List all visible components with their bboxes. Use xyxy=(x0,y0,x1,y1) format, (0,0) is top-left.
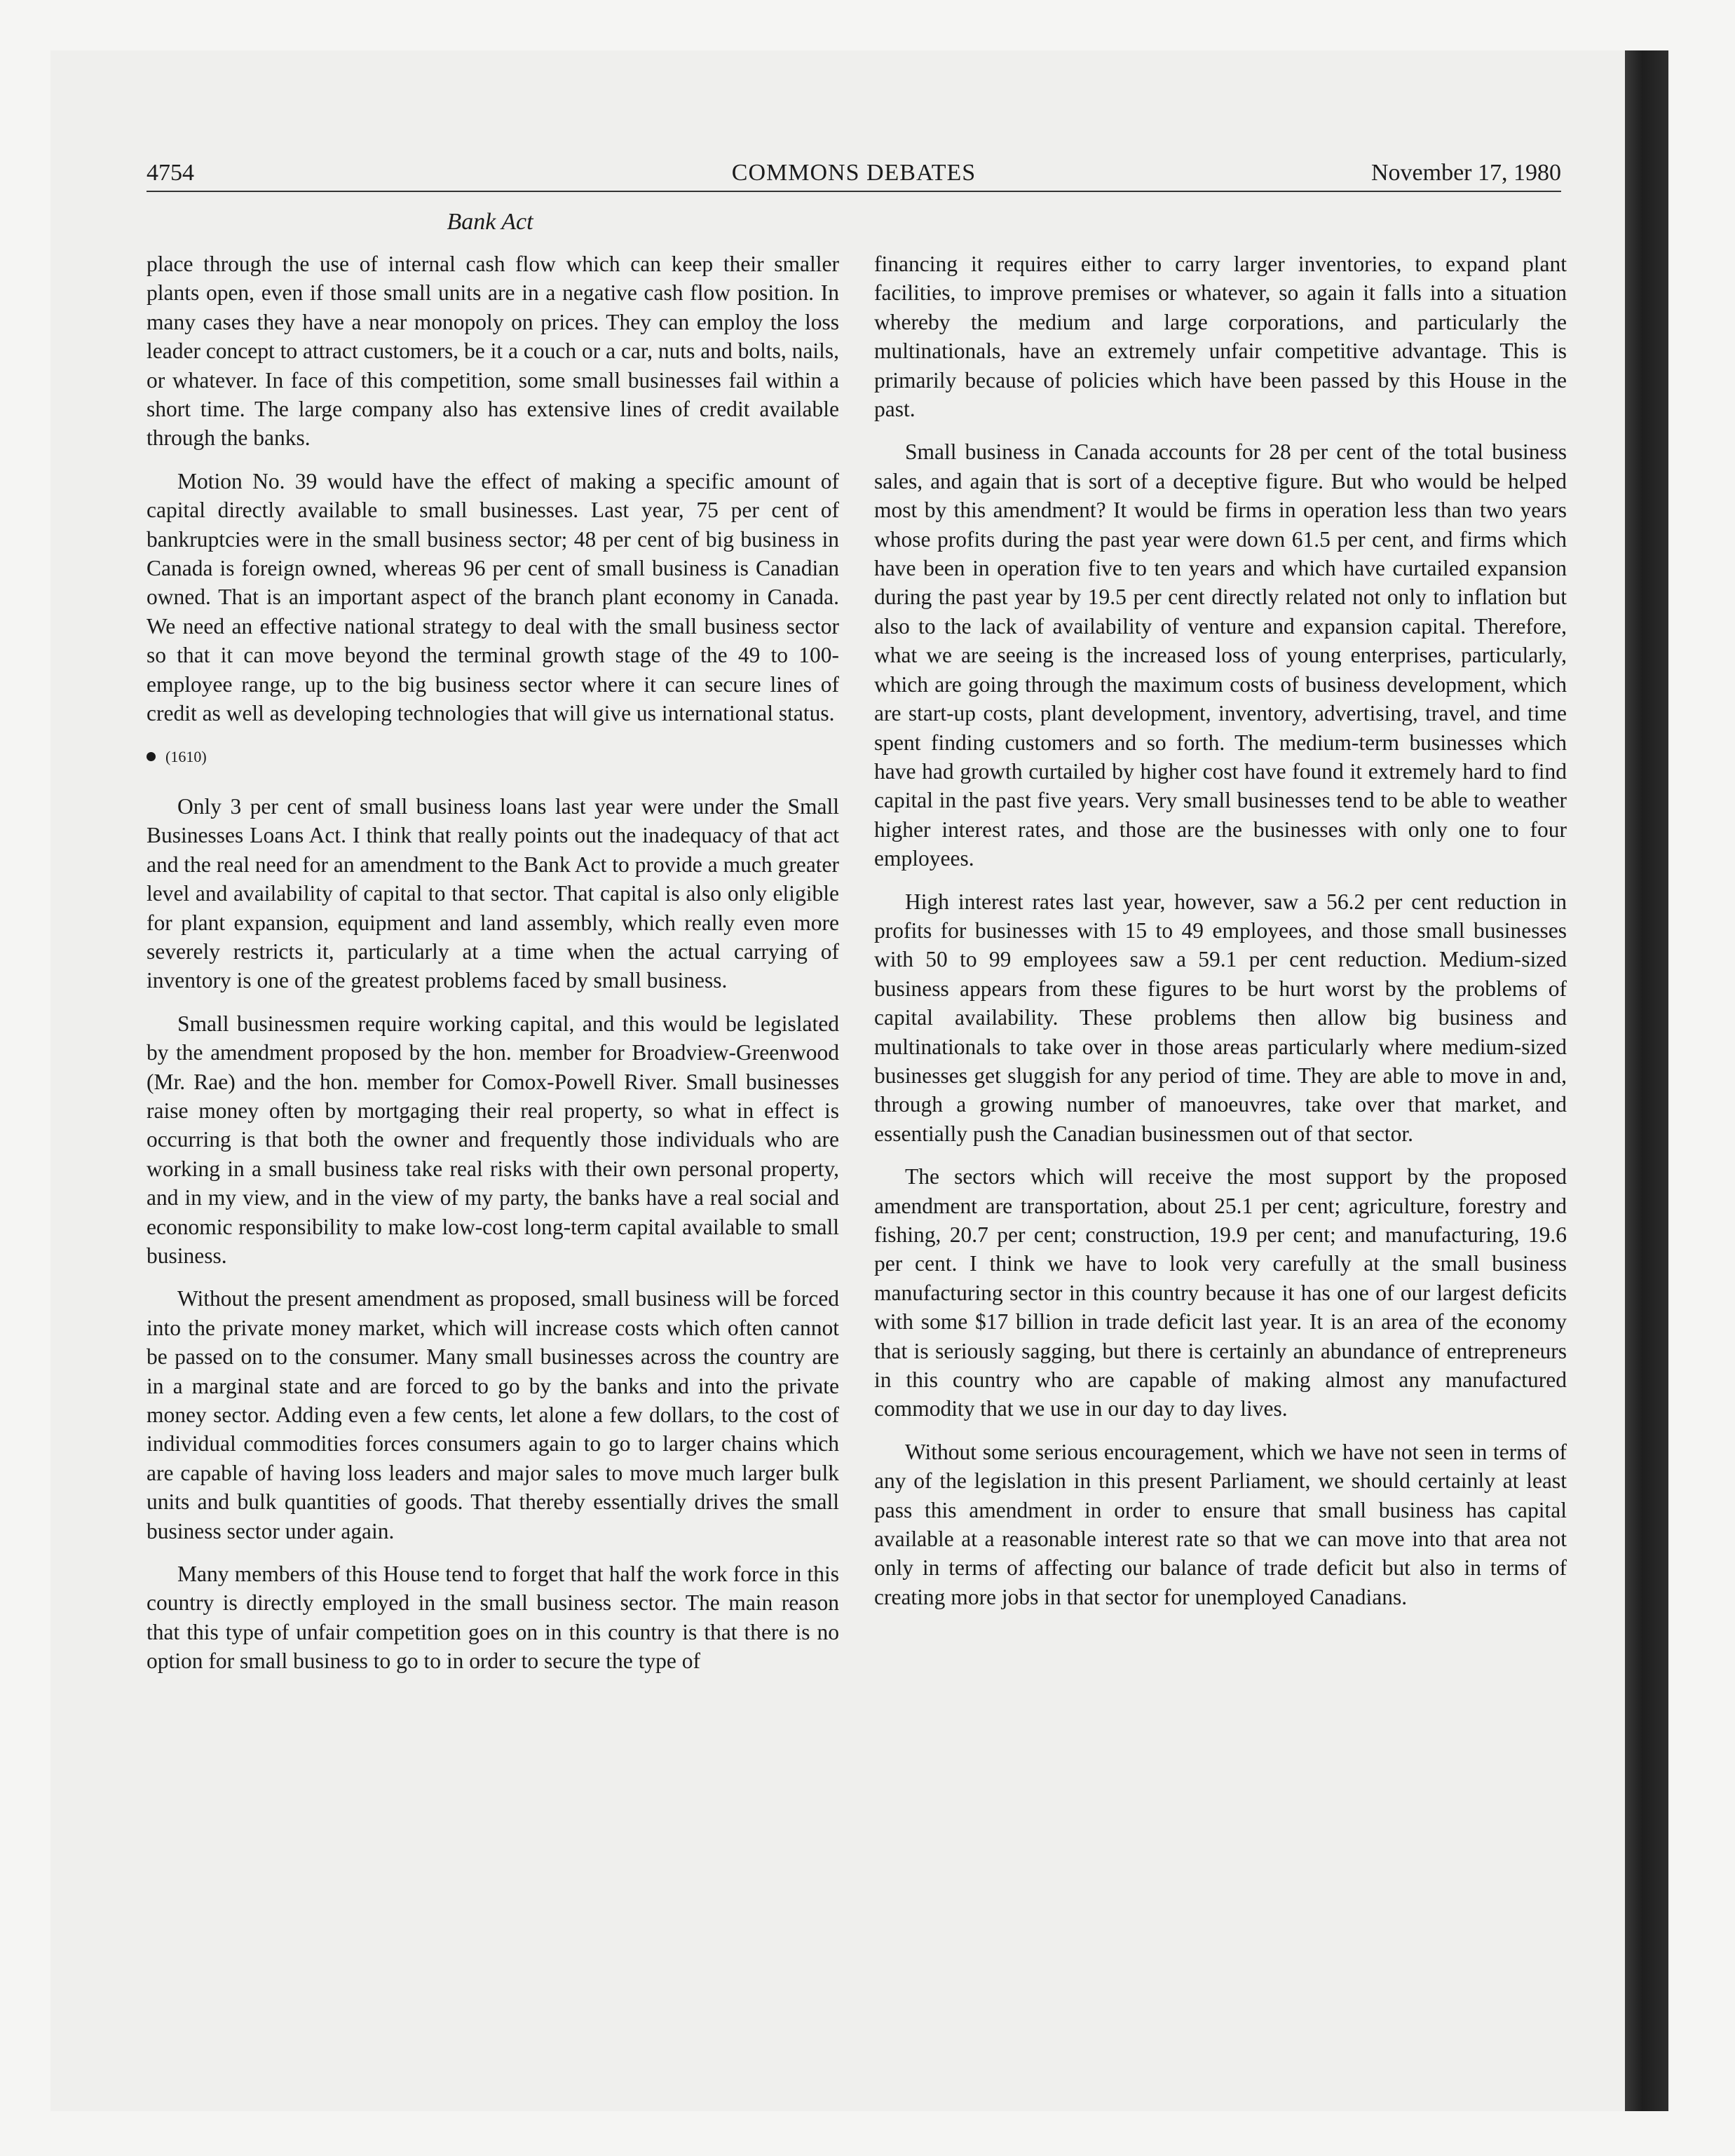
publication-date: November 17, 1980 xyxy=(1370,160,1561,186)
paragraph: financing it requires either to carry larger inventories, to expand plant facilities, to improve premises or whatever, so again it falls into a situation whereby the medium and large corporations, and particularly the multinationals, have an extremely unfair competitive advantage. This is primarily because of policies which have been passed by this House in the past. xyxy=(874,252,1567,422)
paragraph: Only 3 per cent of small business loans last year were under the Small Businesses Loans Act. I think that really points out the inadequacy of that act and the real need for an amendment to the Bank Act to provide a much greater level and availability of capital to that sector. That capital is also only eligible for plant expansion, equipment and land assembly, which really even more severely restricts it, particularly at a time when the actual carrying of inventory is one of the greatest problems faced by small business. xyxy=(147,793,839,993)
timestamp-label: (1610) xyxy=(165,747,207,765)
paragraph: Motion No. 39 would have the effect of making a specific amount of capital directly available to small businesses. Last year, 75 per cent of bankruptcies were in the small business sector; 48 per cent of big business in Canada is foreign owned, whereas 96 per cent of small business is Canadian owned. That is an important aspect of the branch plant economy in Canada. We need an effective national strategy to deal with the small business sector so that it can move beyond the terminal growth stage of the 49 to 100-employee range, up to the big business sector where it can secure lines of credit as well as developing technologies that will give us international status. xyxy=(147,468,839,726)
paragraph: High interest rates last year, however, saw a 56.2 per cent reduction in profits for businesses with 15 to 49 employees, and those small businesses with 50 to 99 employees saw a 59.1 per cent reduction. Medium-sized business appears from these figures to be hurt worst by the problems of capital availability. These problems then allow big business and multinationals to take over in those areas particularly where medium-sized businesses get sluggish for any period of time. They are able to move in and, through a growing number of manoeuvres, take over that market, and essentially push the Canadian businessmen out of that sector. xyxy=(874,889,1567,1146)
publication-title: COMMONS DEBATES xyxy=(731,160,977,186)
paragraph: Without some serious encouragement, which we have not seen in terms of any of the legislation in this present Parliament, we should certainly at least pass this amendment in order to ensure that small business has capital available at a reasonable interest rate so that we can move into that area not only in terms of affecting our balance of trade deficit but also in terms of creating more jobs in that sector for unemployed Canadians. xyxy=(874,1439,1567,1609)
paragraph: The sectors which will receive the most support by the proposed amendment are transportation, about 25.1 per cent; agriculture, forestry and fishing, 20.7 per cent; construction, 19.9 per cent; and manufacturing, 19.6 per cent. I think we have to look very carefully at the small business manufacturing sector in this country because it has one of our largest deficits with some $17 billion in trade deficit last year. It is an area of the economy that is seriously sagging, but there is certainly an abundance of entrepreneurs in this country who are capable of making almost any manufactured commodity that we use in our day to day lives. xyxy=(874,1164,1567,1421)
page-number: 4754 xyxy=(147,160,194,186)
bullet-icon xyxy=(147,752,156,761)
page-header xyxy=(147,157,1561,192)
paragraph: Many members of this House tend to forget that half the work force in this country is directly employed in the small business sector. The main reason that this type of unfair competition goes on in this country is that there is no option for small business to go to in order to secure the type of xyxy=(147,1562,839,1674)
paragraph: Without the present amendment as proposed, small business will be forced into the private money market, which will increase costs which often cannot be passed on to the consumer. Many small businesses across the country are in a marginal state and are forced to go by the banks and into the private money sector. Adding even a few cents, let alone a few dollars, to the cost of individual commodities forces consumers again to go to larger chains which are capable of having loss leaders and major sales to move much larger bulk units and bulk quantities of goods. That thereby essentially drives the small business sector under again. xyxy=(147,1286,839,1543)
left-column xyxy=(147,250,839,1690)
time-marker xyxy=(147,742,839,771)
paragraph: Small businessmen require working capital, and this would be legislated by the amendment proposed by the hon. member for Broadview-Greenwood (Mr. Rae) and the hon. member for Comox-Powell River. Small businesses raise money often by mortgaging their real property, so what in effect is occurring is that both the owner and frequently those individuals who are working in a small business take real risks with their own personal property, and in my view, and in the view of my party, the banks have a real social and economic responsibility to make low-cost long-term capital available to small business. xyxy=(147,1011,839,1268)
paragraph: Small business in Canada accounts for 28 per cent of the total business sales, and again that is sort of a deceptive figure. But who would be helped most by this amendment? It would be firms in operation less than two years whose profits during the past year were down 61.5 per cent, and firms which have been in operation five to ten years and which have curtailed expansion during the past year by 19.5 per cent directly related not only to inflation but also to the lack of availability of venture and expansion capital. Therefore, what we are seeing is the increased loss of young enterprises, particularly, which are going through the maximum costs of business development, which are start-up costs, plant development, inventory, advertising, travel, and time spent finding customers and so forth. The medium-term businesses which have had growth curtailed by higher cost have found it extremely hard to find capital in the past five years. Very small businesses tend to be able to weather higher interest rates, and those are the businesses with only one to four employees. xyxy=(874,439,1567,871)
section-title: Bank Act xyxy=(447,209,533,235)
right-column xyxy=(874,250,1567,1625)
paragraph: place through the use of internal cash flow which can keep their smaller plants open, even if those small units are in a negative cash flow position. In many cases they have a near monopoly on prices. They can employ the loss leader concept to attract customers, be it a couch or a car, nuts and bolts, nails, or whatever. In face of this competition, some small businesses fail within a short time. The large company also has extensive lines of credit available through the banks. xyxy=(147,252,840,451)
